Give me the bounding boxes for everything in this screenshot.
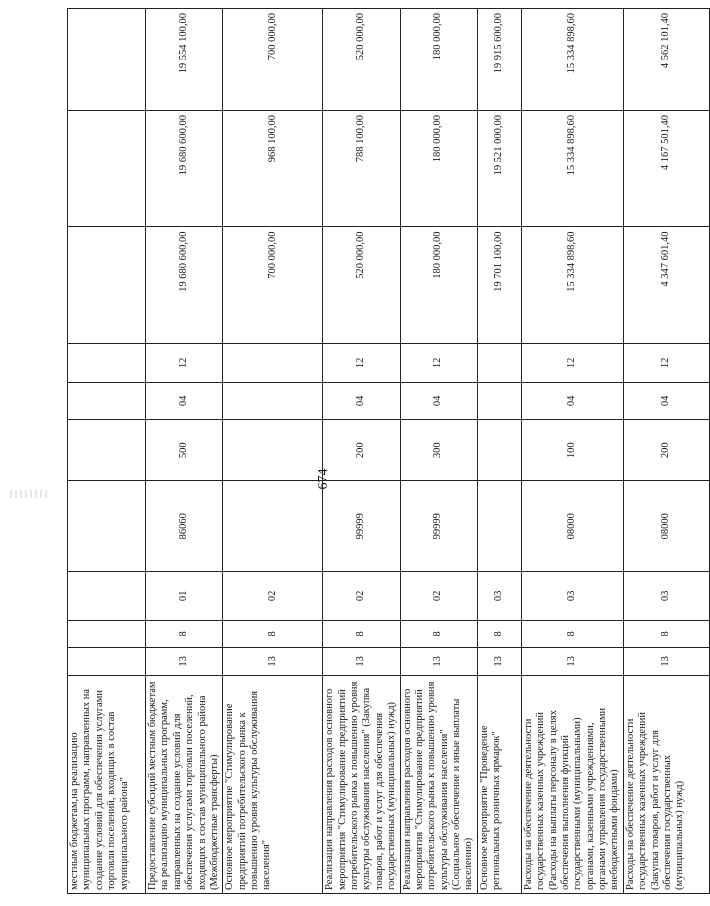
cell-c7 (223, 343, 323, 382)
cell-c4 (68, 481, 146, 572)
cell-c5 (477, 420, 521, 481)
cell-c3 (68, 572, 146, 621)
cell-c6: 04 (323, 382, 400, 419)
cell-v1: 700 000,00 (223, 227, 323, 343)
cell-c1: 13 (521, 648, 623, 676)
cell-c5: 200 (323, 420, 400, 481)
cell-c2: 8 (400, 620, 477, 648)
cell-c6: 04 (623, 382, 709, 419)
cell-c7: 12 (400, 343, 477, 382)
cell-c6 (68, 382, 146, 419)
cell-v2: 180 000,00 (400, 111, 477, 227)
cell-v3: 520 000,00 (323, 9, 400, 111)
cell-c4: 86060 (146, 481, 223, 572)
cell-c1: 13 (400, 648, 477, 676)
table-body (68, 9, 710, 894)
cell-c6: 04 (400, 382, 477, 419)
cell-name: Реализация направления расходов основного мероприятия "Стимулирование предприятий потребительского рынка к повышению уровня культуры обслуживания населения" (Социальное обеспечение и иные выплаты населению) (400, 675, 477, 893)
cell-c7: 12 (323, 343, 400, 382)
cell-c2: 8 (323, 620, 400, 648)
cell-c2: 8 (623, 620, 709, 648)
cell-c6 (223, 382, 323, 419)
cell-c4: 99999 (323, 481, 400, 572)
cell-v2: 15 334 898,60 (521, 111, 623, 227)
cell-c3: 03 (623, 572, 709, 621)
cell-v3: 180 000,00 (400, 9, 477, 111)
cell-c7: 12 (146, 343, 223, 382)
cell-v2: 4 167 501,40 (623, 111, 709, 227)
cell-name: местным бюджетам,на реализацию муниципальных программ, направленных на создание условий для обеспечения услугами торговли поселений, входящих в состав муниципального района" (68, 675, 146, 893)
cell-c4: 08000 (623, 481, 709, 572)
cell-v1: 4 347 601,40 (623, 227, 709, 343)
cell-c1: 13 (477, 648, 521, 676)
cell-c6 (477, 382, 521, 419)
cell-name: Реализация направления расходов основного мероприятия "Стимулирование предприятий потребительского рынка к повышению уровня культуры обслуживания населения" (Закупка товаров, работ и услуг для обеспечения государственных (муниципальных) нужд) (323, 675, 400, 893)
cell-c6: 04 (146, 382, 223, 419)
cell-c4: 08000 (521, 481, 623, 572)
cell-c1: 13 (623, 648, 709, 676)
table-row (323, 9, 400, 894)
cell-name: Основное мероприятие "Проведение региональных розничных ярмарок" (477, 675, 521, 893)
cell-name: Расходы на обеспечение деятельности государственных казенных учреждений (Расходы на выплаты персоналу в целях обеспечения выполнения функций государственными (муниципальными) органами, казенными учреждениями, органами управления государственными внебюджетными фондами) (521, 675, 623, 893)
cell-c2: 8 (521, 620, 623, 648)
table-row (623, 9, 709, 894)
cell-name: Предоставление субсидий местным бюджетам на реализацию муниципальных программ, направленных на создание условий для обеспечения услугами торговли поселений, входящих в состав муниципального района (Межбюджетные трансферты) (146, 675, 223, 893)
cell-v3: 19 554 100,00 (146, 9, 223, 111)
cell-v3: 700 000,00 (223, 9, 323, 111)
cell-c5: 500 (146, 420, 223, 481)
cell-c6: 04 (521, 382, 623, 419)
cell-c3: 01 (146, 572, 223, 621)
scan-noise (10, 490, 50, 498)
table-row (68, 9, 146, 894)
rotated-table-container (67, 8, 686, 894)
cell-c4 (223, 481, 323, 572)
cell-v1: 520 000,00 (323, 227, 400, 343)
cell-v3: 15 334 898,60 (521, 9, 623, 111)
cell-c2: 8 (146, 620, 223, 648)
cell-c1: 13 (323, 648, 400, 676)
cell-c4 (477, 481, 521, 572)
cell-v3 (68, 9, 146, 111)
page-number: 674 (316, 468, 331, 490)
cell-c3: 03 (477, 572, 521, 621)
cell-v1: 15 334 898,60 (521, 227, 623, 343)
cell-c7 (68, 343, 146, 382)
cell-c3: 02 (223, 572, 323, 621)
cell-c5: 300 (400, 420, 477, 481)
cell-v1: 180 000,00 (400, 227, 477, 343)
cell-c2: 8 (223, 620, 323, 648)
budget-table-wrapper (67, 8, 686, 894)
cell-c5: 200 (623, 420, 709, 481)
cell-c7: 12 (521, 343, 623, 382)
cell-v2: 788 100,00 (323, 111, 400, 227)
table-row (146, 9, 223, 894)
table-row (223, 9, 323, 894)
cell-c3: 03 (521, 572, 623, 621)
table-row (521, 9, 623, 894)
cell-c1: 13 (223, 648, 323, 676)
cell-c2 (68, 620, 146, 648)
cell-c5 (68, 420, 146, 481)
cell-v1: 19 701 100,00 (477, 227, 521, 343)
cell-c3: 02 (400, 572, 477, 621)
budget-table (67, 8, 710, 894)
cell-name: Основное мероприятие "Стимулирование предприятий потребительского рынка к повышению уровня культуры обслуживания населения" (223, 675, 323, 893)
table-row (477, 9, 521, 894)
cell-v3: 19 915 600,00 (477, 9, 521, 111)
cell-c5: 100 (521, 420, 623, 481)
cell-c7: 12 (623, 343, 709, 382)
table-row (400, 9, 477, 894)
cell-c1 (68, 648, 146, 676)
cell-v3: 4 562 101,40 (623, 9, 709, 111)
cell-v2: 968 100,00 (223, 111, 323, 227)
cell-v2: 19 680 600,00 (146, 111, 223, 227)
cell-c5 (223, 420, 323, 481)
cell-v1: 19 680 600,00 (146, 227, 223, 343)
cell-v2: 19 521 000,00 (477, 111, 521, 227)
cell-v2 (68, 111, 146, 227)
cell-c7 (477, 343, 521, 382)
cell-name: Расходы на обеспечение деятельности государственных казенных учреждений (Закупка товаров, работ и услуг для обеспечения государственных (муниципальных) нужд) (623, 675, 709, 893)
cell-c4: 99999 (400, 481, 477, 572)
cell-c2: 8 (477, 620, 521, 648)
cell-c1: 13 (146, 648, 223, 676)
cell-c3: 02 (323, 572, 400, 621)
cell-v1 (68, 227, 146, 343)
